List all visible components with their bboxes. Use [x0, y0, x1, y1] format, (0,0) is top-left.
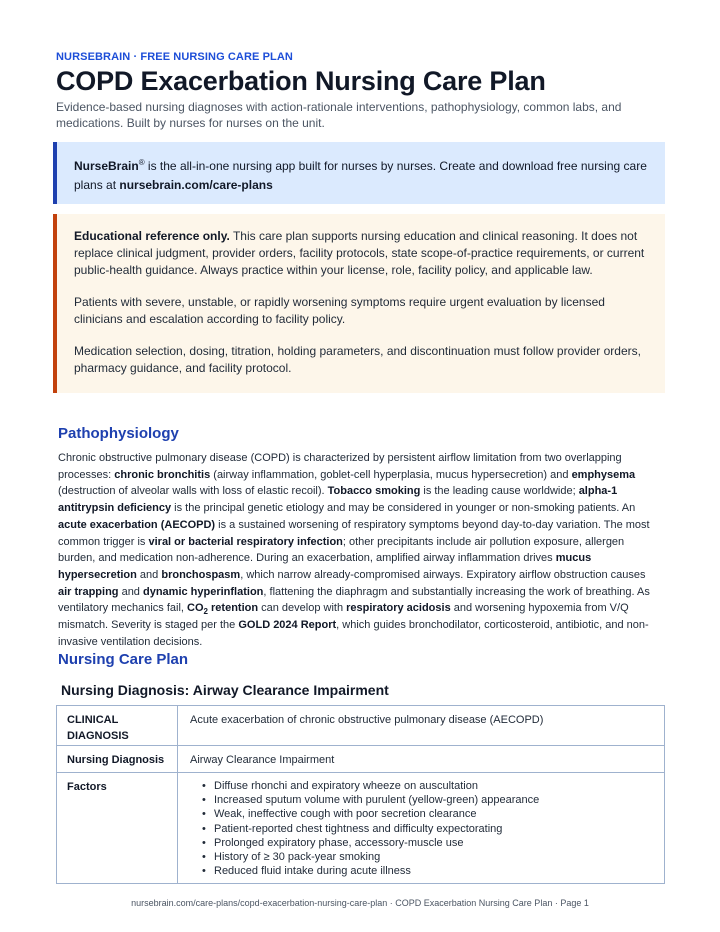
patho-text: ; other precipitants include air pollution exposure, allergen burden, and medication non-adherence. During an exacerbation, amplified airway inflammation drives	[58, 535, 625, 565]
promo-text: is the all-in-one nursing app built for nurses by nurses. Create and download free nursing care plans at	[74, 159, 647, 192]
care-plan-heading: Nursing Care Plan	[58, 651, 189, 668]
patho-term-co2	[187, 602, 259, 617]
patho-text: Chronic obstructive pulmonary disease (COPD) is characterized by persistent airflow limitation from two overlapping processes:	[58, 452, 622, 481]
patho-term: air trapping	[58, 585, 119, 598]
patho-text: is a sustained worsening of respiratory symptoms beyond day-to-day variation. The most common trigger is	[58, 518, 650, 548]
patho-term: viral or bacterial respiratory infection	[148, 535, 343, 548]
list-item: • Increased sputum volume with purulent (yellow-green) appearance	[202, 793, 652, 807]
patho-term: alpha-1 antitrypsin deficiency	[58, 485, 618, 515]
co2-subscript: 2	[203, 607, 208, 617]
list-item: • History of ≥ 30 pack-year smoking	[202, 850, 652, 864]
registered-mark: ®	[138, 158, 145, 167]
disclaimer-lead: Educational reference only.	[74, 229, 230, 243]
patho-text: can develop with	[258, 602, 347, 615]
row-value: Acute exacerbation of chronic obstructive pulmonary disease (AECOPD)	[178, 706, 665, 746]
patho-term: dynamic hyperinflation	[142, 585, 264, 598]
pathophysiology-text	[58, 450, 662, 650]
table-row	[57, 746, 665, 773]
eyebrow-label: NURSEBRAIN · FREE NURSING CARE PLAN	[56, 51, 293, 63]
list-item: • Diffuse rhonchi and expiratory wheeze on auscultation	[202, 779, 652, 793]
patho-text: (destruction of alveolar walls with loss of elastic recoil).	[58, 485, 328, 498]
patho-text: and	[136, 568, 162, 581]
promo-link[interactable]: nursebrain.com/care-plans	[119, 178, 273, 192]
patho-text: , which narrow already-compromised airways. Expiratory airflow obstruction causes	[240, 568, 646, 581]
patho-text: and worsening hypoxemia from V/Q mismatch. Severity is staged per the	[58, 602, 629, 632]
patho-term: bronchospasm	[161, 568, 241, 581]
patho-term: GOLD 2024 Report	[238, 619, 337, 632]
patho-term: emphysema	[571, 468, 636, 481]
patho-text: is the principal genetic etiology and may be considered in younger or non-smoking patients. An	[171, 502, 636, 515]
patho-text: and	[118, 585, 143, 598]
promo-callout	[53, 142, 665, 204]
patho-term: chronic bronchitis	[114, 468, 211, 481]
page-subtitle: Evidence-based nursing diagnoses with action-rationale interventions, pathophysiology, common labs, and medications. Built by nurses for nurses on the unit.	[56, 100, 622, 130]
list-item: • Reduced fluid intake during acute illness	[202, 864, 652, 878]
factors-list	[190, 779, 652, 878]
page-title: COPD Exacerbation Nursing Care Plan	[56, 66, 546, 96]
co2-text: CO	[187, 602, 204, 615]
patho-text: , flattening the diaphragm and substantially increasing the work of breathing. As ventilatory mechanics fail,	[58, 585, 650, 615]
disclaimer-callout	[53, 214, 665, 393]
patho-term: acute exacerbation (AECOPD)	[58, 518, 216, 531]
table-row	[57, 773, 665, 884]
disclaimer-paragraph-1	[74, 228, 647, 279]
patho-text: is the leading cause worldwide;	[420, 485, 579, 498]
patho-term: mucus hypersecretion	[58, 552, 592, 581]
patho-text: , which guides bronchodilator, corticosteroid, antibiotic, and non-invasive ventilation decisions.	[58, 619, 649, 648]
care-plan-table	[56, 705, 665, 884]
row-value	[178, 773, 665, 884]
list-item: • Prolonged expiratory phase, accessory-muscle use	[202, 836, 652, 850]
disclaimer-paragraph-2: Patients with severe, unstable, or rapidly worsening symptoms require urgent evaluation by licensed clinicians and escalation according to facility policy.	[74, 295, 605, 326]
promo-brand: NurseBrain	[74, 159, 139, 173]
diagnosis-title: Nursing Diagnosis: Airway Clearance Impairment	[61, 682, 389, 698]
patho-term: Tobacco smoking	[327, 485, 421, 498]
retention-text: retention	[207, 602, 259, 615]
patho-text: (airway inflammation, goblet-cell hyperplasia, mucus hypersecretion) and	[210, 468, 572, 481]
row-label: Factors	[57, 773, 178, 884]
pathophysiology-heading: Pathophysiology	[58, 425, 179, 442]
patho-term: respiratory acidosis	[346, 602, 451, 615]
disclaimer-paragraph-3: Medication selection, dosing, titration, holding parameters, and discontinuation must follow provider orders, pharmacy guidance, and facility protocol.	[74, 344, 641, 375]
row-label: Nursing Diagnosis	[57, 746, 178, 773]
row-label: CLINICAL DIAGNOSIS	[57, 706, 178, 746]
table-row	[57, 706, 665, 746]
list-item: • Weak, ineffective cough with poor secretion clearance	[202, 807, 652, 821]
page-footer: nursebrain.com/care-plans/copd-exacerbation-nursing-care-plan · COPD Exacerbation Nursing Care Plan · Page 1	[131, 898, 589, 908]
disclaimer-text-1: This care plan supports nursing education and clinical reasoning. It does not replace clinical judgment, provider orders, facility protocols, state scope-of-practice requirements, or current public-health guidance. Always practice within your license, role, facility policy, and applicable law.	[74, 229, 645, 277]
list-item: • Patient-reported chest tightness and difficulty expectorating	[202, 822, 652, 836]
row-value: Airway Clearance Impairment	[178, 746, 665, 773]
